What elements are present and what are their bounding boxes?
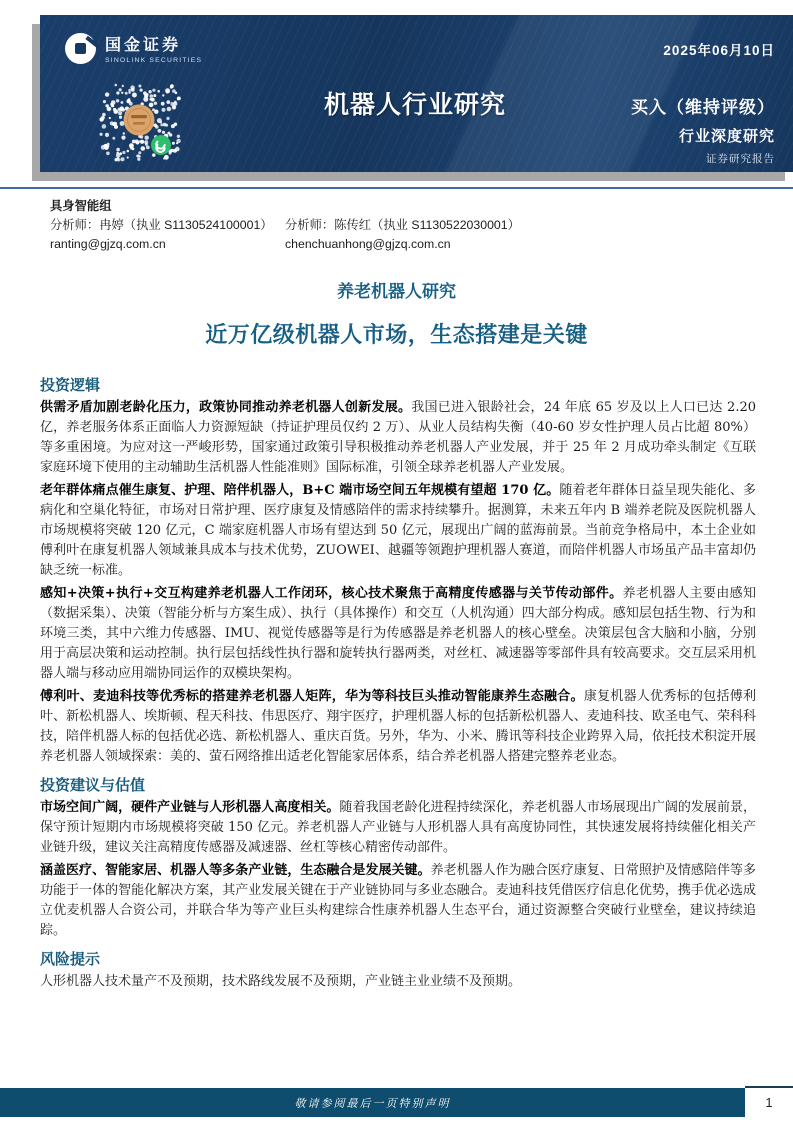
brand-name-en: SINOLINK SECURITIES xyxy=(105,57,203,64)
page-number: 1 xyxy=(745,1086,793,1117)
paragraph-text: 随着老年群体日益呈现失能化、多病化和空巢化特征，市场对日常护理、医疗康复及情感陪伴的需求持续攀升。据测算，未来五年内 B 端养老院及医院机器人市场规模将突破 120 亿元，C 端家庭机器人市场有望达到 50 亿元，展现出广阔的蓝海前景。当前竞争格局中，本土企业如傅利叶在康复机器人领域兼具成本与技术优势，ZUOWEI、越疆等领跑护理机器人赛道，而陪伴机器人市场虽产品丰富却仍缺乏统一标准。 xyxy=(40,483,756,578)
paragraph-risk xyxy=(40,972,756,992)
paragraph-ecosystem xyxy=(40,861,756,941)
paragraph-text: 我国已进入银龄社会，24 年底 65 岁及以上人口已达 2.20 亿，养老服务体系正面临人力资源短缺（持证护理员仅约 2 万）、从业人员结构失衡（40-60 岁女性护理人员占比超 80%）等多重困境。为应对这一严峻形势，国家通过政策引导积极推动养老机器人产业发展，并于 25 年 2 月成功牵头制定《互联家庭环境下使用的主动辅助生活机器人性能准则》国际标准，引领全球养老机器人产业发展。 xyxy=(40,400,756,475)
report-subtitle: 养老机器人研究 xyxy=(337,282,456,301)
wechat-channels-icon xyxy=(151,135,171,155)
analyst-block xyxy=(50,197,750,254)
paragraph-companies xyxy=(40,687,756,767)
report-date: 2025年06月10日 xyxy=(663,43,775,58)
analyst-group-name: 具身智能组 xyxy=(50,199,112,213)
paragraph-lead: 老年群体痛点催生康复、护理、陪伴机器人，B+C 端市场空间五年规模有望超 170 亿。 xyxy=(40,483,560,498)
rating-badge: 买入（维持评级） xyxy=(631,98,775,117)
paragraph-lead: 市场空间广阔，硬件产业链与人形机器人高度相关。 xyxy=(40,800,340,815)
analyst-1 xyxy=(50,216,285,254)
footer-disclaimer-bar xyxy=(0,1088,745,1117)
paragraph-text: 养老机器人作为融合医疗康复、日常照护及情感陪伴等多功能于一体的智能化解决方案，其产业发展关键在于产业链协同与多业态融合。麦迪科技凭借医疗信息化优势，携手优必选成立优麦机器人合资公司，并联合华为等产业巨头构建综合性康养机器人生态平台，通过资源整合突破行业壁垒，建议持续追踪。 xyxy=(40,863,756,938)
report-header-title: 机器人行业研究 xyxy=(323,91,506,119)
qr-center-badge xyxy=(124,105,155,136)
paragraph-text: 康复机器人优秀标的包括傅利叶、新松机器人、埃斯顿、程天科技、伟思医疗、翔宇医疗，护理机器人标的包括新松机器人、麦迪科技、欧圣电气、荣科科技，陪伴机器人标的包括优必选、新松机器人、重庆百货。另外，华为、小米、腾讯等科技企业跨界入局，依托技术积淀开展养老机器人领域探索：美的、萤石网络推出适老化智能家居体系，结合养老机器人搭建完整养老业态。 xyxy=(40,689,756,764)
paragraph-text: 随着我国老龄化进程持续深化，养老机器人市场展现出广阔的发展前景，保守预计短期内市场规模将突破 150 亿元。养老机器人产业链与人形机器人具有高度协同性，其快速发展将持续催化相关产业链升级，建议关注高精度传感器及减速器、丝杠等核心精密传动部件。 xyxy=(40,800,756,855)
paragraph-text: 养老机器人主要由感知（数据采集）、决策（智能分析与方案生成）、执行（具体操作）和交互（人机沟通）四大部分构成。感知层包括生物、行为和环境三类，其中六维力传感器、IMU、视觉传感器等是行为传感器是养老机器人的核心壁垒。决策层包含大脑和小脑，分别用于高层决策和运动控制。执行层包括线性执行器和旋转执行器两类，对丝杠、减速器等零部件具有较高要求。交互层采用机器人端与移动应用端协同运作的双模块架构。 xyxy=(40,586,756,681)
brand xyxy=(65,32,202,64)
paragraph-lead: 供需矛盾加剧老龄化压力，政策协同推动养老机器人创新发展。 xyxy=(40,400,412,415)
paragraph-supply-demand xyxy=(40,398,756,478)
paragraph-text: 人形机器人技术量产不及预期，技术路线发展不及预期，产业链主业业绩不及预期。 xyxy=(40,974,522,989)
header-banner xyxy=(40,15,793,172)
paragraph-lead: 涵盖医疗、智能家居、机器人等多条产业链，生态融合是发展关键。 xyxy=(40,863,431,878)
paragraph-lead: 傅利叶、麦迪科技等优秀标的搭建养老机器人矩阵，华为等科技巨头推动智能康养生态融合。 xyxy=(40,689,584,704)
section-heading-investment-advice: 投资建议与估值 xyxy=(40,777,146,794)
paragraph-hardware-chain xyxy=(40,798,756,858)
analyst-2-title: 分析师：陈传红（执业 S1130522030001） xyxy=(285,218,520,232)
analyst-2 xyxy=(285,216,750,254)
paragraph-market-space xyxy=(40,481,756,581)
brand-text xyxy=(105,32,202,64)
analyst-2-email: chenchuanhong@gjzq.com.cn xyxy=(285,237,451,251)
paragraph-tech-loop xyxy=(40,584,756,684)
header-right-meta xyxy=(631,39,775,166)
brand-name-cn: 国金证券 xyxy=(105,37,182,54)
analyst-1-title: 分析师：冉婷（执业 S1130524100001） xyxy=(50,218,273,232)
analyst-1-email: ranting@gjzq.com.cn xyxy=(50,237,166,251)
report-type: 行业深度研究 xyxy=(678,128,775,145)
qr-code xyxy=(98,81,184,169)
report-series: 证券研究报告 xyxy=(706,153,775,165)
sinolink-logo-icon xyxy=(65,33,96,64)
footer-disclaimer-text: 敬请参阅最后一页特别声明 xyxy=(294,1096,451,1110)
paragraph-lead: 感知+决策+执行+交互构建养老机器人工作闭环，核心技术聚焦于高精度传感器与关节传动部件。 xyxy=(40,586,623,601)
section-heading-investment-logic: 投资逻辑 xyxy=(40,377,101,394)
header-divider xyxy=(0,187,793,189)
report-main-title: 近万亿级机器人市场，生态搭建是关键 xyxy=(205,322,588,347)
section-heading-risk: 风险提示 xyxy=(40,951,101,968)
report-body xyxy=(40,374,756,995)
